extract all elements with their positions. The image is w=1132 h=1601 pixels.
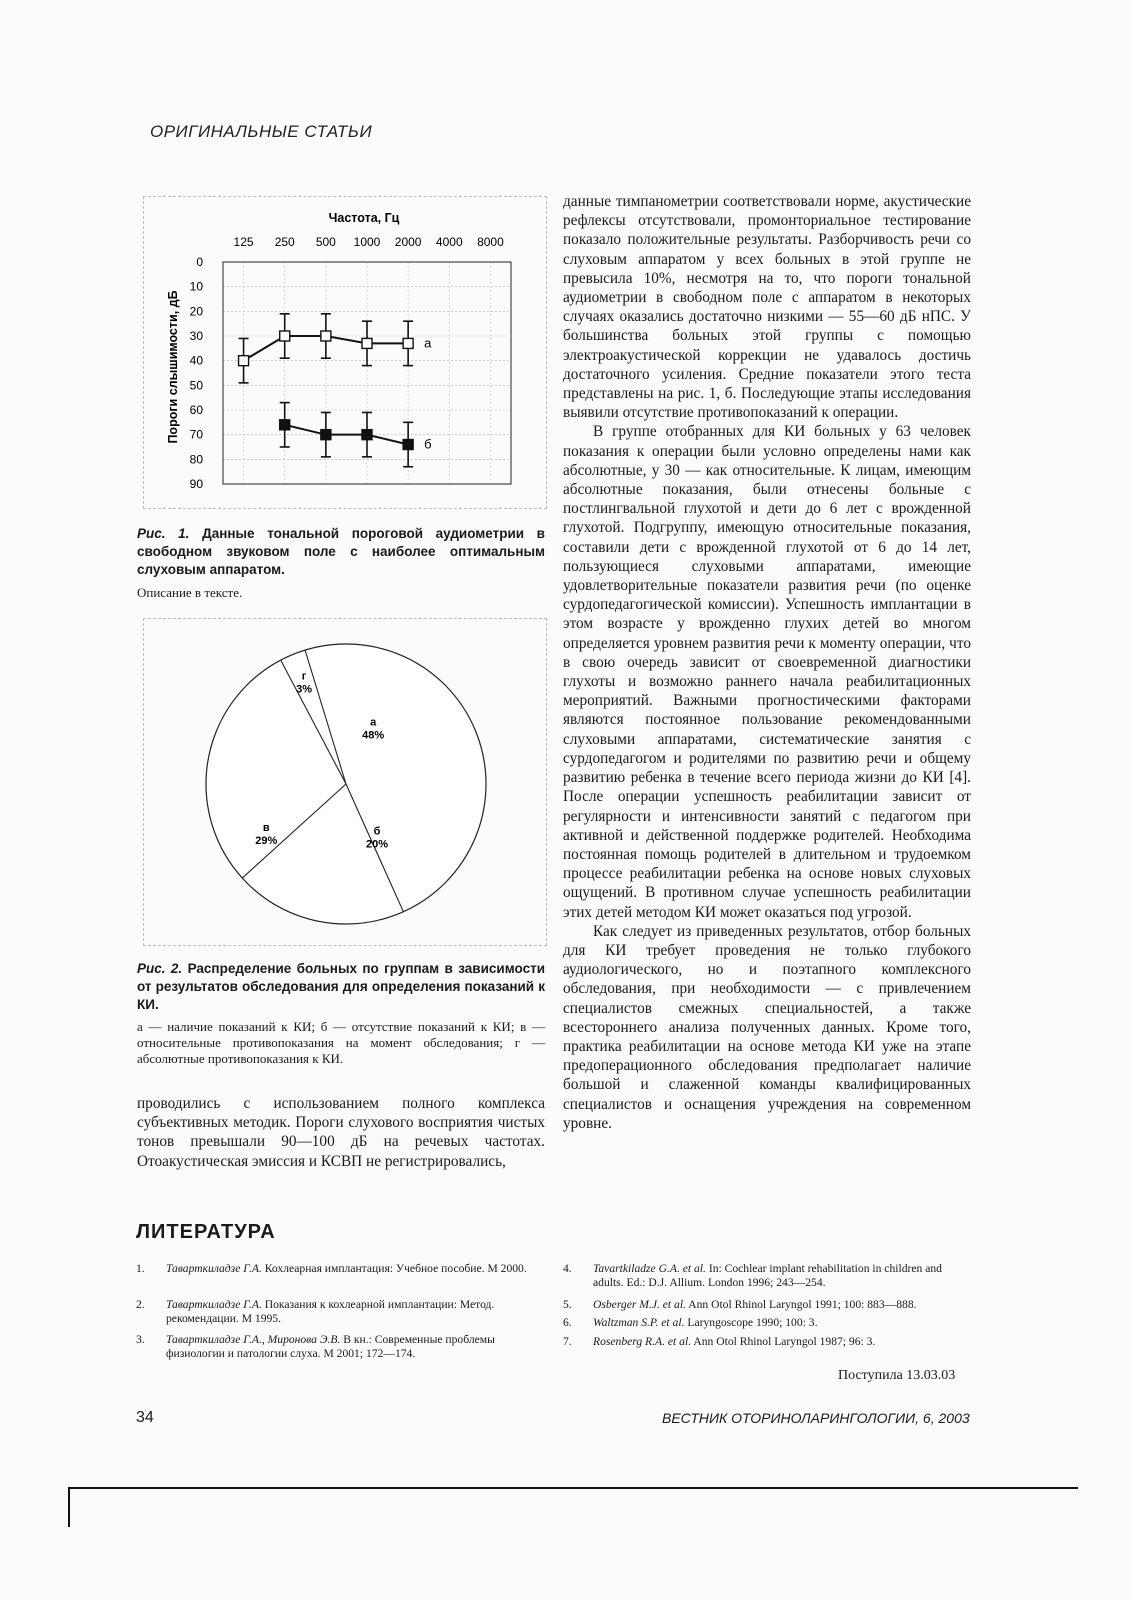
- reference-6: 6. Waltzman S.P. et al. Laryngoscope 1990; 100: 3.: [563, 1316, 818, 1329]
- figure-2-legend: а — наличие показаний к КИ; б — отсутствие показаний к КИ; в — относительные противопоказания на момент обследования; г — абсолютные противопоказания к КИ.: [137, 1019, 545, 1066]
- data-point: [403, 440, 413, 450]
- data-point: [280, 331, 290, 341]
- pie-slice-percent: 29%: [255, 834, 278, 847]
- right-column: [563, 192, 971, 1133]
- figure-1-caption-text: Данные тональной пороговой аудиометрии в свободном звуковом поле с наиболее оптимальным слуховым аппаратом.: [137, 526, 545, 577]
- series-label: а: [424, 335, 432, 351]
- figure-2-caption-text: Распределение больных по группам в зависимости от результатов обследования для определения показаний к КИ.: [137, 961, 545, 1012]
- data-point: [362, 430, 372, 440]
- reference-3: 3. Таварткиладзе Г.А., Миронова Э.В. В кн.: Современные проблемы физиологии и патологии слуха. М 2001; 172—174.: [136, 1333, 495, 1360]
- data-point: [321, 331, 331, 341]
- x-tick-label: 8000: [477, 235, 504, 249]
- y-tick-label: 80: [189, 452, 203, 467]
- y-tick-label: 40: [189, 353, 203, 368]
- data-point: [403, 338, 413, 348]
- data-point: [362, 338, 372, 348]
- scan-border-line: [68, 1487, 1078, 1489]
- pie-slice-label: а: [370, 716, 377, 729]
- x-tick-label: 1000: [353, 235, 381, 249]
- pie-slice-label: б: [373, 825, 381, 838]
- chart-title: Частота, Гц: [328, 211, 400, 225]
- left-column-text: проводились с использованием полного комплекса субъективных методик. Пороги слухового восприятия чистых тонов превышали 90—100 дБ на речевых частотах. Отоакустическая эмиссия и КСВП не регистрировались,: [137, 1095, 545, 1170]
- reference-2: 2. Таварткиладзе Г.А. Показания к кохлеарной имплантации: Метод. рекомендации. М 1995.: [136, 1298, 495, 1325]
- y-tick-label: 0: [196, 255, 203, 269]
- pie-slice-percent: 48%: [362, 729, 385, 742]
- data-point: [280, 420, 290, 430]
- paragraph-1: данные тимпанометрии соответствовали норме, акустические рефлексы отсутствовали, промонториальное тестирование показало положительные результаты. Разборчивость речи со слуховым аппаратом у всех больных в этой группе не превысила 10%, несмотря на то, что пороги тональной аудиометрии в свободном поле с аппаратом в некоторых случаях оказались достаточно низкими — 55—60 дБ нПС. У большинства больных этой группы с помощью электроакустической коррекции не удавалось достичь достаточного усиления. Средние показатели этого теста представлены на рис. 1, б. Последующие этапы исследования выявили отсутствие противопоказаний к операции.: [563, 193, 971, 422]
- y-tick-label: 20: [189, 304, 203, 319]
- x-tick-label: 500: [315, 235, 336, 249]
- journal-title: ВЕСТНИК ОТОРИНОЛАРИНГОЛОГИИ, 6, 2003: [662, 1410, 970, 1426]
- paragraph-2: В группе отобранных для КИ больных у 63 человек показания к операции были условно определены нами как абсолютные, у 30 — как относительные. К лицам, имеющим абсолютные показания, были отнесены больные с постлингвальной глухотой и дети до 6 лет с врожденной глухотой. Подгруппу, имеющую относительные показания, составили дети с врожденной глухотой от 6 до 14 лет, пользующиеся слуховыми аппаратами, имеющие удовлетворительные показатели развития речи (по оценке сурдопедагогической комиссии). Успешность имплантации в этом возрасте у врожденно глухих детей во многом определяется уровнем развития речи к моменту операции, что в свою очередь зависит от своевременной диагностики глухоты и возможно раннего начала реабилитационных мероприятий. Важными прогностическими факторами являются постоянное пользование рекомендованными слуховыми аппаратами, систематические занятия с сурдопедагогом и родителями по развитию речи и общему развитию ребенка в течение всего периода жизни до КИ [4]. После операции успешность реабилитации зависит от регулярности и интенсивности занятий с педагогом при активной и действенной поддержке родителей. Необходима постоянная помощь родителей в длительном и трудоемком процессе реабилитации ребенка на основе новых слуховых ощущений. В противном случае успешность реабилитации этих детей методом КИ может оказаться под угрозой.: [563, 423, 971, 921]
- figure-1-label: Рис. 1.: [137, 526, 190, 541]
- y-tick-label: 70: [189, 427, 203, 442]
- y-tick-label: 10: [189, 279, 203, 294]
- pie-slice-percent: 20%: [365, 838, 389, 851]
- reference-5: 5. Osberger M.J. et al. Ann Otol Rhinol Laryngol 1991; 100: 883—888.: [563, 1298, 917, 1311]
- x-tick-label: 125: [233, 235, 254, 249]
- paragraph-3: Как следует из приведенных результатов, отбор больных для КИ требует проведения не только глубокого аудиологического, но и поэтапного комплексного обследования, при необходимости — с привлечением специалистов смежных специальностей, а также всестороннего анализа полученных данных. Кроме того, практика реабилитации на основе метода КИ уже на этапе предоперационного обследования предполагает наличие большой и слаженной команды квалифицированных специалистов и оснащения учреждения на современном уровне.: [563, 922, 971, 1132]
- x-tick-label: 2000: [394, 235, 422, 249]
- scan-border-edge: [68, 1487, 70, 1527]
- x-tick-label: 250: [274, 235, 295, 249]
- pie-slice-label: г: [301, 670, 307, 683]
- y-tick-label: 50: [189, 378, 203, 393]
- y-axis-label: Пороги слышимости, дБ: [166, 290, 180, 444]
- reference-7: 7. Rosenberg R.A. et al. Ann Otol Rhinol Laryngol 1987; 96: 3.: [563, 1335, 876, 1348]
- pie-slice-percent: 3%: [296, 683, 313, 696]
- received-date: Поступила 13.03.03: [838, 1368, 956, 1383]
- x-tick-label: 4000: [435, 235, 463, 249]
- pie-slice-label: в: [262, 821, 270, 834]
- figure-2-label: Рис. 2.: [137, 961, 183, 976]
- figure-1-caption: [137, 525, 545, 579]
- figure-2-caption: [137, 960, 545, 1014]
- figure-1-chart: [143, 196, 547, 509]
- literature-title: ЛИТЕРАТУРА: [136, 1221, 276, 1243]
- y-tick-label: 60: [189, 403, 203, 417]
- page-number: 34: [136, 1409, 154, 1426]
- reference-1: 1. Таварткиладзе Г.А. Кохлеарная имплантация: Учебное пособие. М 2000.: [136, 1262, 527, 1275]
- figure-2-chart: [143, 618, 547, 946]
- data-point: [321, 430, 331, 440]
- series-label: б: [424, 436, 432, 452]
- figure-1-note: Описание в тексте.: [137, 585, 243, 600]
- y-tick-label: 90: [189, 477, 203, 491]
- y-tick-label: 30: [189, 329, 203, 343]
- reference-4: 4. Tavartkiladze G.A. et al. In: Cochlear implant rehabilitation in children and adults. Ed.: D.J. Allium. London 1996; 243—254.: [563, 1262, 942, 1289]
- section-title: ОРИГИНАЛЬНЫЕ СТАТЬИ: [150, 122, 373, 141]
- data-point: [239, 356, 249, 366]
